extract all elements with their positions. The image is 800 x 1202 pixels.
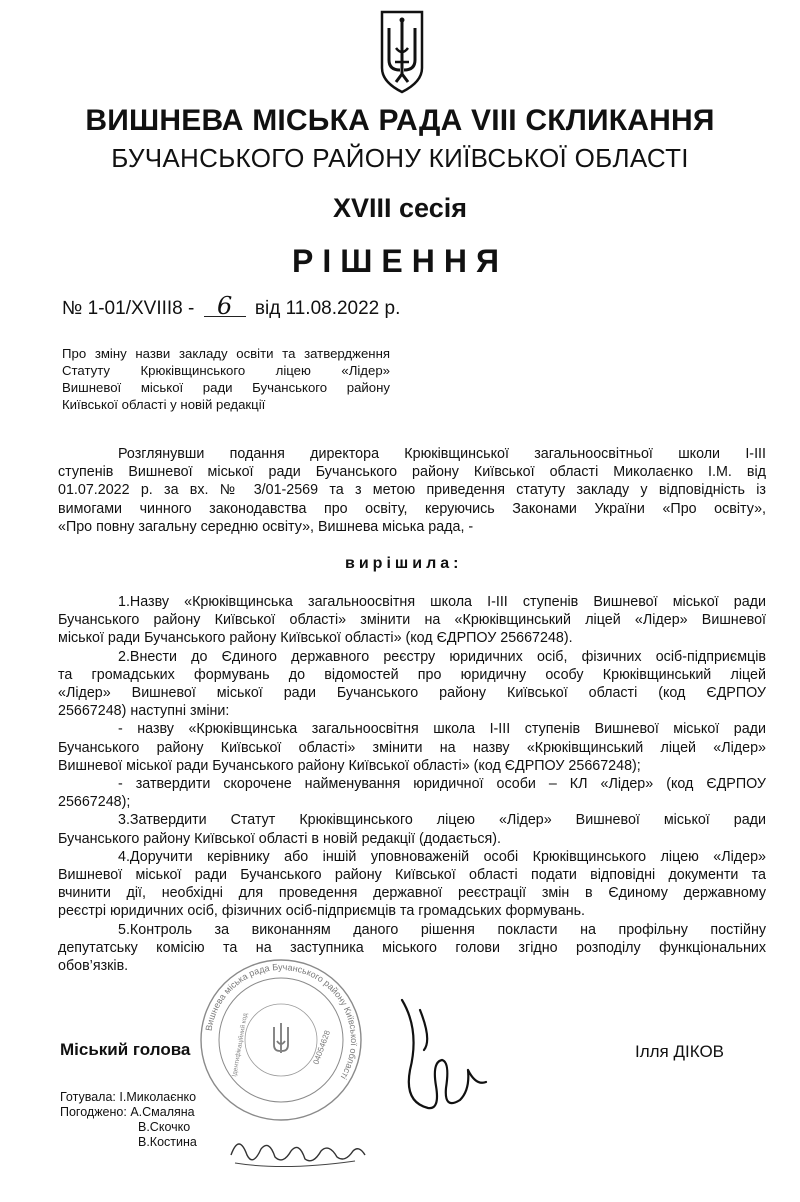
decision-item-line: Вишневої міської ради Бучанського району Київської області» (код ЄДРПОУ 25667248); bbox=[58, 757, 641, 774]
decision-items bbox=[58, 593, 766, 975]
stamp-trident-icon bbox=[274, 1023, 288, 1053]
decision-item-line: та громадських формувань до відомостей про юридичну особу Крюківщинський ліцей bbox=[58, 666, 766, 683]
stamp-inner-text: Ідентифікаційний код bbox=[231, 1012, 250, 1078]
decision-date: від 11.08.2022 р. bbox=[254, 298, 401, 319]
preamble-paragraph bbox=[58, 445, 766, 536]
decision-item-line: 5.Контроль за виконанням даного рішення покласти на профільну постійну bbox=[118, 921, 766, 938]
subject-line: Київської області у новій редакції bbox=[62, 397, 266, 412]
decision-item-line: 2.Внести до Єдиного державного реєстру юридичних осіб, фізичних осіб-підприємців bbox=[118, 648, 766, 665]
subject-line: Статуту Крюківщинського ліцею «Лідер» bbox=[62, 363, 390, 378]
decision-number-prefix: № 1-01/XVIII8 - bbox=[62, 298, 195, 319]
preamble-line: вимогами чинного законодавства про освіту, керуючись Законами України «Про освіту», bbox=[58, 500, 766, 517]
decision-item-line: «Лідер» Вишневої міської ради Бучанського району Київської області (код ЄДРПОУ bbox=[58, 685, 766, 702]
preamble-line: Розглянувши подання директора Крюківщинської загальноосвітньої школи І-ІІІ bbox=[118, 446, 766, 462]
decision-item-line: міської ради Бучанського району Київської області» (код ЄДРПОУ 25667248). bbox=[58, 630, 573, 647]
decision-title: РІШЕННЯ bbox=[292, 243, 508, 279]
stamp-code: 04054628 bbox=[311, 1029, 333, 1066]
subject-line: Вишневої міської ради Бучанського району bbox=[62, 380, 390, 395]
decision-item-line: 3.Затвердити Статут Крюківщинського ліцею «Лідер» Вишневої міської ради bbox=[118, 812, 766, 829]
decision-item-line: - затвердити скорочене найменування юридичної особи – КЛ «Лідер» (код ЄДРПОУ bbox=[118, 776, 766, 793]
decision-item-line: Бучанського району Київської області» змінити на назву «Крюківщинський ліцей «Лідер» bbox=[58, 739, 766, 756]
decision-item-line: обов’язків. bbox=[58, 958, 129, 975]
session-title: XVIII сесія bbox=[333, 193, 467, 223]
decision-item-line: Бучанського району Київської області» змінити на «Крюківщинський ліцей «Лідер» Вишневої bbox=[58, 612, 766, 629]
mayor-name: Ілля ДІКОВ bbox=[635, 1042, 725, 1061]
decision-item-line: - назву «Крюківщинська загальноосвітня школа І-ІІІ ступенів Вишневої міської ради bbox=[118, 721, 766, 738]
preamble-line: «Про повну загальну середню освіту», Вишнева міська рада, - bbox=[58, 518, 474, 535]
stamp-ring-text: Вишнева міська рада Бучанського району Київської області bbox=[203, 961, 360, 1082]
official-seal-stamp bbox=[196, 955, 366, 1125]
decision-item-line: депутатську комісію та на заступника міського голови згідно розподілу функціональних bbox=[58, 939, 766, 956]
decision-item-line: 4.Доручити керівнику або іншій уповноваженій особі Крюківщинського ліцею «Лідер» bbox=[118, 848, 766, 865]
decision-item-line: 1.Назву «Крюківщинська загальноосвітня школа І-ІІІ ступенів Вишневої міської ради bbox=[118, 594, 766, 610]
agreed-by: А.Смаляна bbox=[130, 1105, 195, 1119]
decision-subject bbox=[62, 345, 390, 413]
decision-item-line: вчинити дії, необхідні для проведення державної реєстрації змін в Єдиному державному bbox=[58, 885, 766, 902]
approval-initials bbox=[225, 1125, 375, 1175]
decision-item-line: реєстрі юридичних осіб, фізичних осіб-підприємців та громадських формувань. bbox=[58, 903, 586, 920]
decision-item-line: Вишневої міської ради Бучанського району Київської області подати відповідні документи та bbox=[58, 867, 766, 884]
approvals-block bbox=[60, 1090, 197, 1150]
decision-number-line bbox=[62, 292, 401, 320]
mayor-signature bbox=[380, 990, 500, 1130]
prepared-label: Готувала: bbox=[60, 1090, 116, 1104]
preamble-line: 01.07.2022 р. за вх. № 3/01-2569 та з метою приведення статуту закладу у відповідність із bbox=[58, 482, 766, 499]
mayor-title: Міський голова bbox=[60, 1040, 191, 1059]
agreed-label: Погоджено: bbox=[60, 1105, 127, 1119]
decision-item-line: Бучанського району Київської області в новій редакції (додається). bbox=[58, 830, 501, 847]
district-title: БУЧАНСЬКОГО РАЙОНУ КИЇВСЬКОЇ ОБЛАСТІ bbox=[111, 143, 689, 173]
trident-emblem-icon bbox=[378, 8, 426, 96]
preamble-line: ступенів Вишневої міської ради Бучанського району Київської області Миколаєнко І.М. від bbox=[58, 464, 766, 481]
prepared-by: І.Миколаєнко bbox=[119, 1090, 197, 1104]
decision-item-line: 25667248); bbox=[58, 794, 131, 811]
agreed-by: В.Костина bbox=[138, 1135, 197, 1149]
agreed-by: В.Скочко bbox=[138, 1120, 191, 1134]
decision-item-line: 25667248) наступні зміни: bbox=[58, 703, 230, 720]
resolved-heading: вирішила: bbox=[345, 555, 463, 572]
council-title: ВИШНЕВА МІСЬКА РАДА VIII СКЛИКАННЯ bbox=[85, 104, 715, 137]
subject-line: Про зміну назви закладу освіти та затвердження bbox=[62, 346, 390, 361]
handwritten-decision-number: 6 bbox=[204, 296, 246, 317]
